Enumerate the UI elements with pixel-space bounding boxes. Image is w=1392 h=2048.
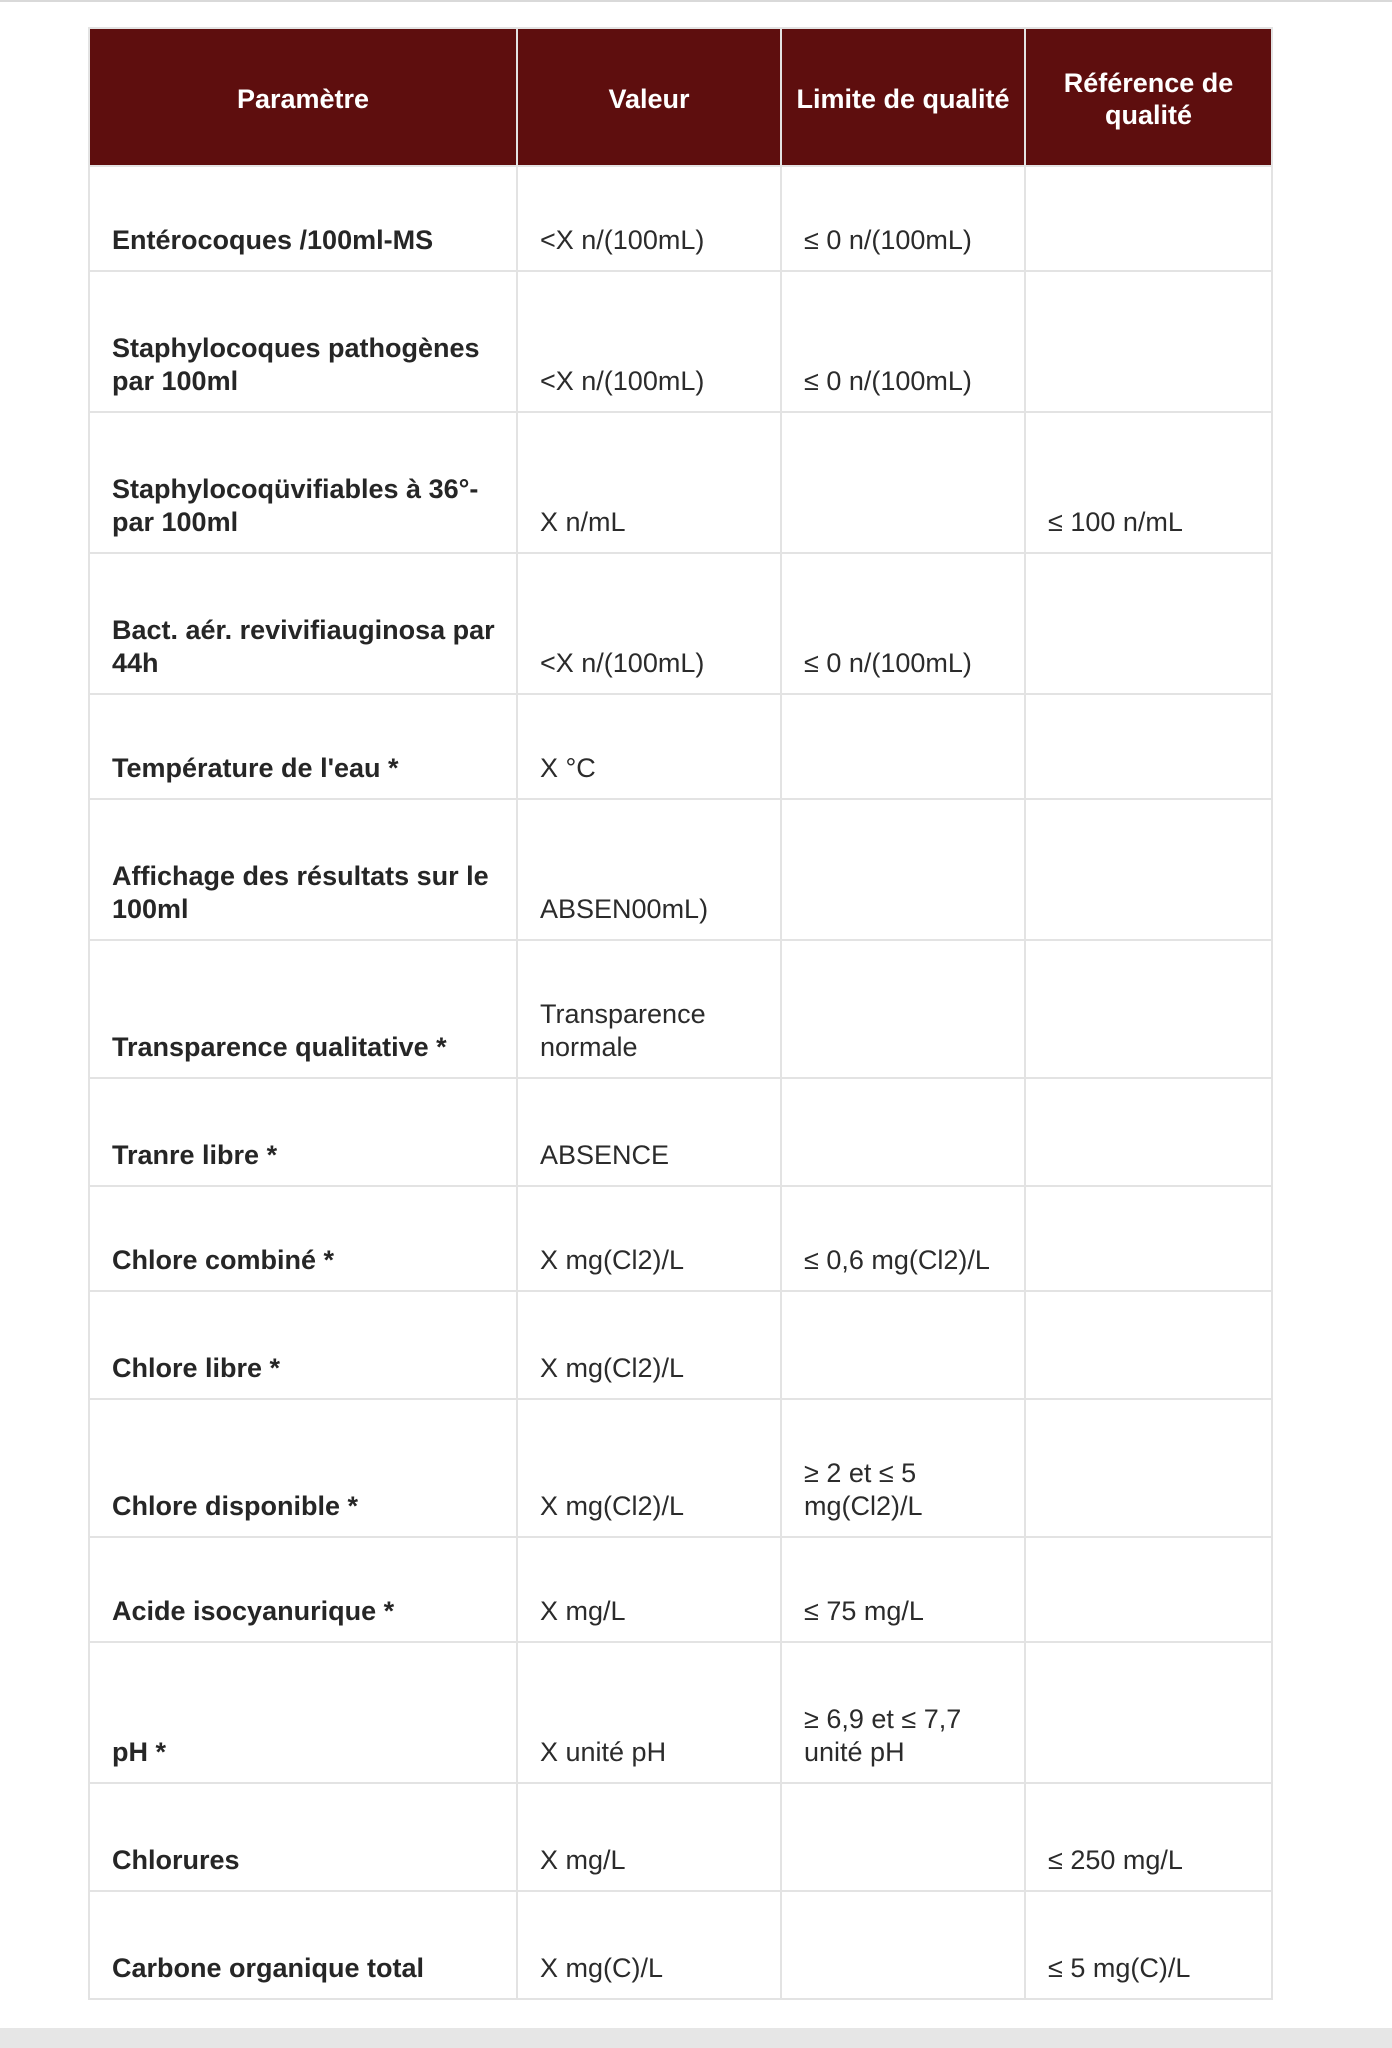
cell-limit: [781, 1078, 1025, 1186]
top-divider: [0, 0, 1392, 2]
cell-parameter: Transparence qualitative *: [89, 940, 517, 1078]
cell-reference: [1025, 1537, 1272, 1642]
cell-limit: [781, 1291, 1025, 1399]
cell-limit: ≤ 0,6 mg(Cl2)/L: [781, 1186, 1025, 1291]
table-row: [89, 1642, 1272, 1783]
cell-limit: ≤ 0 n/(100mL): [781, 166, 1025, 271]
table-row: [89, 1399, 1272, 1537]
cell-parameter: Acide isocyanurique *: [89, 1537, 517, 1642]
cell-value: X mg(C)/L: [517, 1891, 781, 1999]
cell-parameter: pH *: [89, 1642, 517, 1783]
header-quality-reference: Référence de qualité: [1025, 28, 1272, 166]
cell-parameter: Staphylocoqüvifiables à 36°- par 100ml: [89, 412, 517, 553]
table-row: [89, 1891, 1272, 1999]
header-value: Valeur: [517, 28, 781, 166]
cell-limit: [781, 1891, 1025, 1999]
table-row: [89, 1078, 1272, 1186]
cell-reference: [1025, 1186, 1272, 1291]
table-row: [89, 1537, 1272, 1642]
table-body: [89, 166, 1272, 1999]
cell-limit: [781, 799, 1025, 940]
cell-parameter: Chlorures: [89, 1783, 517, 1891]
cell-limit: ≤ 0 n/(100mL): [781, 553, 1025, 694]
cell-value: <X n/(100mL): [517, 553, 781, 694]
cell-limit: ≥ 6,9 et ≤ 7,7 unité pH: [781, 1642, 1025, 1783]
cell-value: X mg/L: [517, 1783, 781, 1891]
cell-value: X °C: [517, 694, 781, 799]
cell-parameter: Température de l'eau *: [89, 694, 517, 799]
cell-parameter: Carbone organique total: [89, 1891, 517, 1999]
cell-value: X mg/L: [517, 1537, 781, 1642]
bottom-band: [0, 2028, 1392, 2048]
table-row: [89, 940, 1272, 1078]
cell-value: X unité pH: [517, 1642, 781, 1783]
cell-reference: [1025, 940, 1272, 1078]
table-row: [89, 412, 1272, 553]
cell-limit: [781, 694, 1025, 799]
cell-parameter: Entérocoques /100ml-MS: [89, 166, 517, 271]
cell-limit: ≥ 2 et ≤ 5 mg(Cl2)/L: [781, 1399, 1025, 1537]
cell-parameter: Chlore combiné *: [89, 1186, 517, 1291]
table-row: [89, 271, 1272, 412]
table-header: [89, 28, 1272, 166]
table-row: [89, 694, 1272, 799]
table-row: [89, 1291, 1272, 1399]
cell-value: X mg(Cl2)/L: [517, 1399, 781, 1537]
header-quality-limit: Limite de qualité: [781, 28, 1025, 166]
cell-value: ABSENCE: [517, 1078, 781, 1186]
header-parameter: Paramètre: [89, 28, 517, 166]
table-row: [89, 553, 1272, 694]
cell-limit: [781, 412, 1025, 553]
cell-reference: [1025, 166, 1272, 271]
cell-reference: [1025, 694, 1272, 799]
table-row: [89, 166, 1272, 271]
cell-reference: [1025, 553, 1272, 694]
cell-reference: [1025, 271, 1272, 412]
cell-reference: [1025, 1642, 1272, 1783]
table-row: [89, 799, 1272, 940]
cell-parameter: Staphylocoques pathogènes par 100ml: [89, 271, 517, 412]
cell-value: <X n/(100mL): [517, 271, 781, 412]
quality-table: [88, 27, 1273, 2000]
cell-reference: [1025, 799, 1272, 940]
cell-parameter: Bact. aér. revivifiauginosa par 44h: [89, 553, 517, 694]
cell-value: ABSEN00mL): [517, 799, 781, 940]
cell-value: Transparence normale: [517, 940, 781, 1078]
cell-reference: ≤ 100 n/mL: [1025, 412, 1272, 553]
cell-parameter: Chlore libre *: [89, 1291, 517, 1399]
cell-limit: [781, 940, 1025, 1078]
cell-parameter: Affichage des résultats sur le 100ml: [89, 799, 517, 940]
table-row: [89, 1186, 1272, 1291]
cell-reference: [1025, 1399, 1272, 1537]
cell-reference: ≤ 250 mg/L: [1025, 1783, 1272, 1891]
cell-value: <X n/(100mL): [517, 166, 781, 271]
cell-limit: ≤ 75 mg/L: [781, 1537, 1025, 1642]
cell-limit: ≤ 0 n/(100mL): [781, 271, 1025, 412]
cell-parameter: Tranre libre *: [89, 1078, 517, 1186]
cell-value: X mg(Cl2)/L: [517, 1186, 781, 1291]
header-row: [89, 28, 1272, 166]
table-row: [89, 1783, 1272, 1891]
cell-reference: ≤ 5 mg(C)/L: [1025, 1891, 1272, 1999]
cell-value: X mg(Cl2)/L: [517, 1291, 781, 1399]
cell-reference: [1025, 1291, 1272, 1399]
cell-reference: [1025, 1078, 1272, 1186]
cell-limit: [781, 1783, 1025, 1891]
cell-value: X n/mL: [517, 412, 781, 553]
cell-parameter: Chlore disponible *: [89, 1399, 517, 1537]
